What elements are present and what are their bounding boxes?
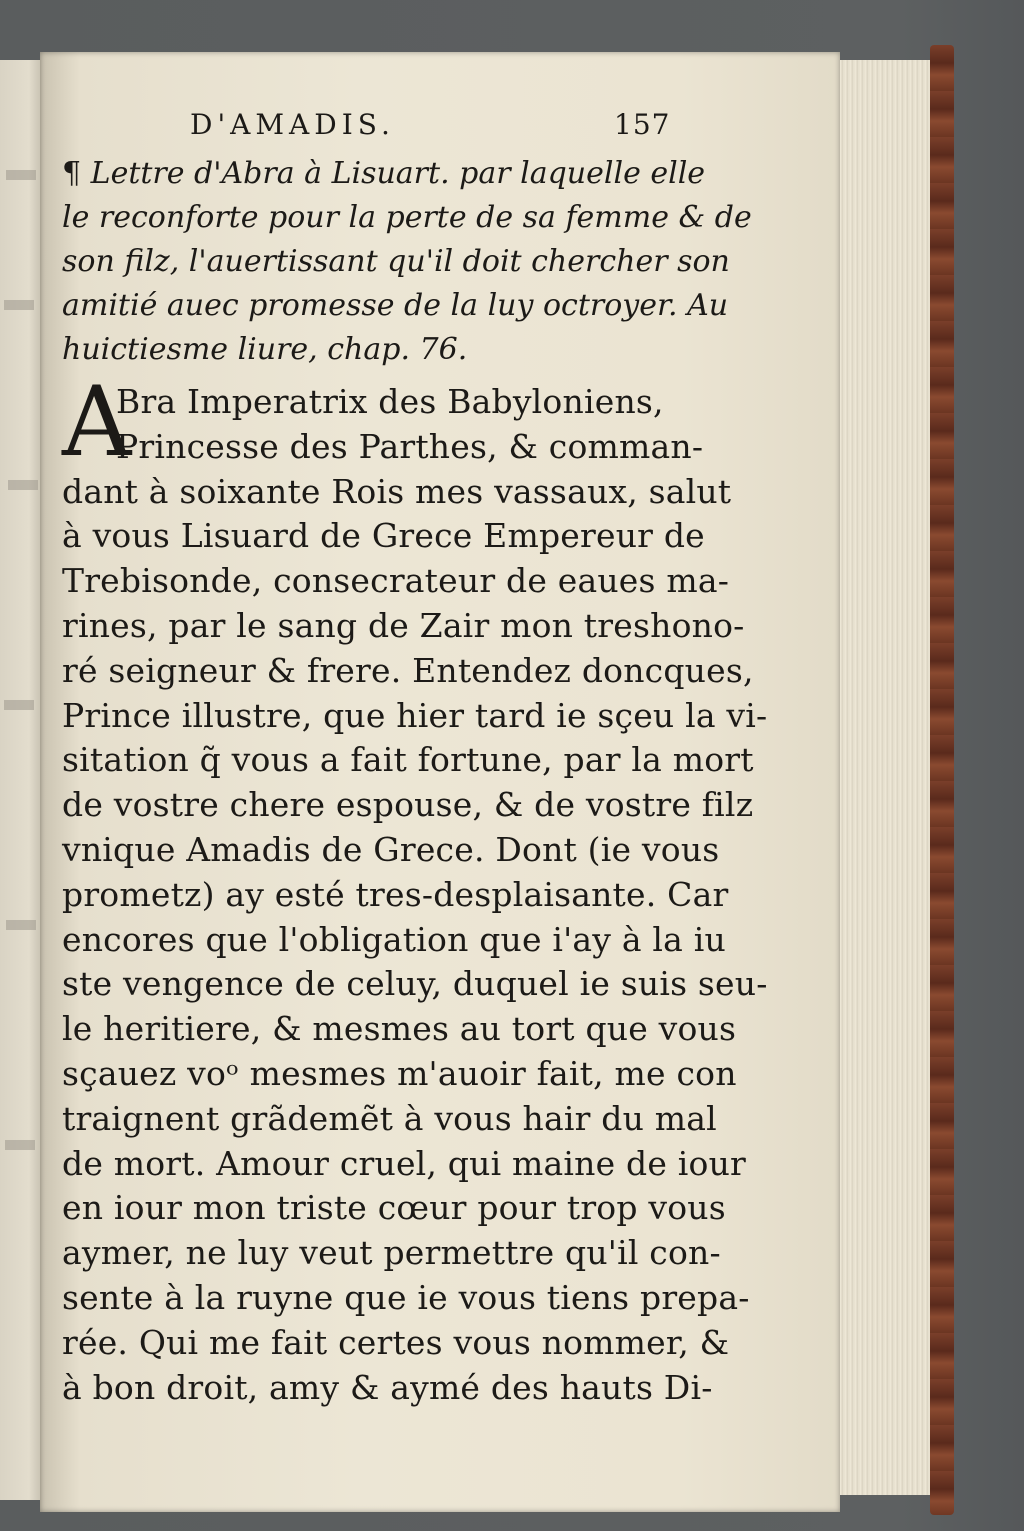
body-line: sente à la ruyne que ie vous tiens prepa- — [62, 1277, 750, 1317]
body-line: sitation q̃ vous a fait fortune, par la mort — [62, 740, 754, 780]
body-line: ré seigneur & frere. Entendez doncques, — [62, 650, 754, 690]
body-line: à bon droit, amy & aymé des hauts Di- — [62, 1367, 713, 1407]
body-line: Bra Imperatrix des Babyloniens, — [116, 382, 664, 421]
body-line: ste vengence de celuy, duquel ie suis seu- — [62, 964, 768, 1004]
body-line: dant à soixante Rois mes vassaux, salut — [62, 471, 732, 511]
body-line: rée. Qui me fait certes vous nommer, & — [62, 1322, 730, 1362]
body-line: encores que l'obligation que i'ay à la iu — [62, 919, 726, 959]
running-head — [62, 108, 682, 152]
page-text — [62, 108, 768, 1410]
body-line: le heritiere, & mesmes au tort que vous — [62, 1009, 737, 1049]
letter-body — [62, 366, 768, 1410]
book-cover-edge — [930, 45, 954, 1515]
body-line: prometz) ay esté tres-desplaisante. Car — [62, 874, 729, 914]
pilcrow-mark: ¶ — [62, 156, 82, 191]
body-line: traignent grãdemẽt à vous hair du mal — [62, 1098, 717, 1138]
heading-line: son filz, l'auertissant qu'il doit chercher son — [62, 244, 730, 279]
opening-paragraph — [62, 366, 704, 478]
body-line: vnique Amadis de Grece. Dont (ie vous — [62, 829, 720, 869]
letter-heading — [62, 152, 752, 372]
heading-line: amitié auec promesse de la luy octroyer. Au — [62, 288, 729, 323]
body-line: Trebisonde, consecrateur de eaues ma- — [62, 561, 730, 601]
body-line: sçauez voᵒ mesmes m'auoir fait, me con — [62, 1053, 737, 1093]
body-line: à vous Lisuard de Grece Empereur de — [62, 516, 705, 556]
body-line: Princesse des Parthes, & comman- — [116, 426, 704, 466]
body-line: aymer, ne luy veut permettre qu'il con- — [62, 1233, 721, 1273]
body-line: de vostre chere espouse, & de vostre filz — [62, 785, 754, 825]
heading-line: huictiesme liure, chap. 76. — [62, 332, 468, 367]
body-line: en iour mon triste cœur pour trop vous — [62, 1188, 726, 1228]
body-line: de mort. Amour cruel, qui maine de iour — [62, 1143, 747, 1183]
body-line: rines, par le sang de Zair mon treshono- — [62, 605, 745, 645]
heading-line: ¶ Lettre d'Abra à Lisuart. par laquelle elle — [62, 156, 706, 191]
heading-line: le reconforte pour la perte de sa femme & de — [62, 200, 752, 235]
page-number: 157 — [614, 108, 671, 141]
drop-cap: A — [62, 366, 132, 478]
body-line: Prince illustre, que hier tard ie sçeu la vi- — [62, 695, 768, 735]
running-head-title: D'AMADIS. — [190, 108, 395, 141]
